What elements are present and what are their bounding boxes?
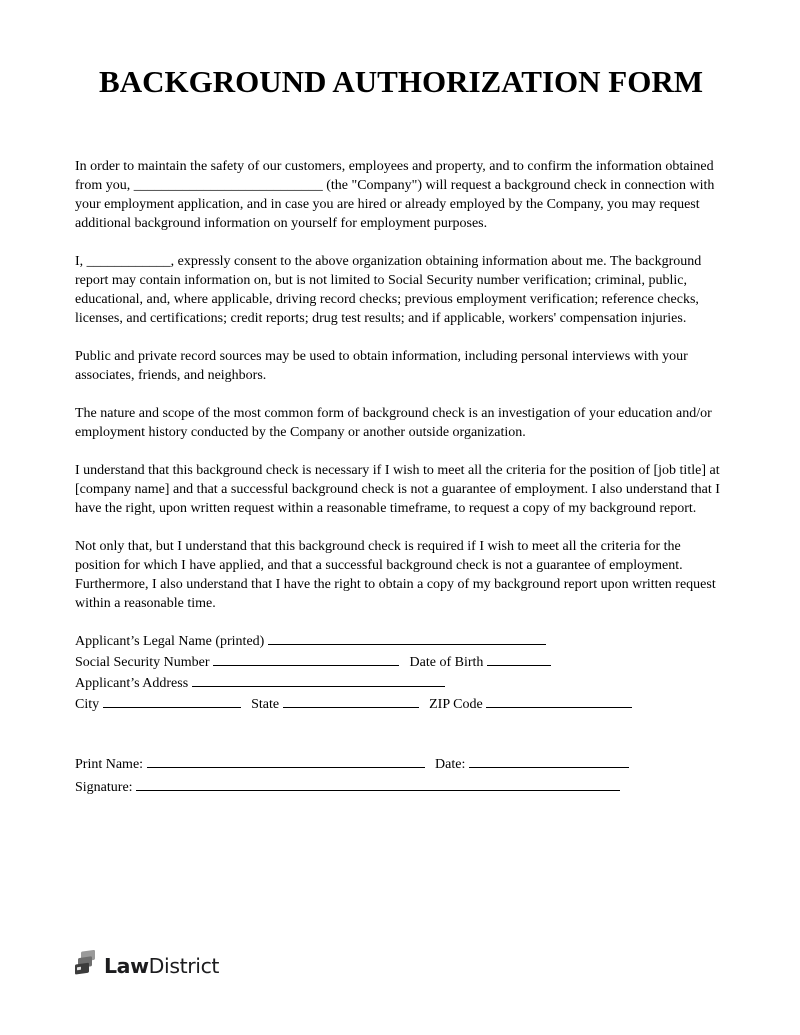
legal-name-row <box>75 631 727 652</box>
paragraph-intro: In order to maintain the safety of our customers, employees and property, and to confirm the information obtained from you, ___________________________ (the "Company") will request a background check in connection with your employment application, and in case you are hired or already employed by the Company, you may request additional background information on yourself for employment purposes. <box>75 159 715 231</box>
dob-blank <box>487 652 551 666</box>
city-label: City <box>75 697 100 712</box>
ssn-blank <box>213 652 399 666</box>
address-label: Applicant’s Address <box>75 676 189 691</box>
zip-blank <box>486 694 632 708</box>
city-blank <box>103 694 241 708</box>
ssn-label: Social Security Number <box>75 655 210 670</box>
paragraph-consent: I, ____________, expressly consent to the above organization obtaining information about me. The background report may contain information on, but is not limited to Social Security number verification; criminal, public, educational, and, where applicable, driving record checks; previous employment verification; reference checks, licenses, and certifications; credit reports; drug test results; and if applicable, workers' compensation injuries. <box>75 254 702 326</box>
print-name-date-row <box>75 753 727 776</box>
city-state-zip-row <box>75 694 727 715</box>
legal-name-blank <box>268 631 546 645</box>
paragraph-record-sources: Public and private record sources may be used to obtain information, including personal interviews with your associates, friends, and neighbors. <box>75 349 688 383</box>
brand-word-law: Law <box>104 953 149 978</box>
form-title: BACKGROUND AUTHORIZATION FORM <box>99 64 703 99</box>
print-name-label: Print Name: <box>75 757 144 772</box>
applicant-fields <box>75 631 727 715</box>
state-blank <box>283 694 419 708</box>
ssn-dob-row <box>75 652 727 673</box>
print-name-blank <box>147 754 425 768</box>
brand-wordmark <box>104 954 219 978</box>
legal-name-label: Applicant’s Legal Name (printed) <box>75 634 265 649</box>
stacked-cards-icon <box>72 950 98 981</box>
signature-label: Signature: <box>75 780 133 795</box>
paragraph-understanding-position: I understand that this background check is necessary if I wish to meet all the criteria for the position of [job title] at [company name] and that a successful background check is not a guarantee of employment. I also understand that I have the right, upon written request within a reasonable timeframe, to request a copy of my background report. <box>75 463 720 516</box>
state-label: State <box>251 697 280 712</box>
signature-row <box>75 776 727 799</box>
date-label: Date: <box>435 757 466 772</box>
dob-label: Date of Birth <box>409 655 484 670</box>
zip-label: ZIP Code <box>429 697 483 712</box>
signature-blank <box>136 777 620 791</box>
paragraph-nature-scope: The nature and scope of the most common form of background check is an investigation of your education and/or employment history conducted by the Company or another outside organization. <box>75 406 712 440</box>
date-blank <box>469 754 629 768</box>
address-blank <box>192 673 445 687</box>
paragraph-understanding-required: Not only that, but I understand that this background check is required if I wish to meet all the criteria for the position for which I have applied, and that a successful background check is not a guarantee of employment. Furthermore, I also understand that I have the right to obtain a copy of my background report upon written request within a reasonable time. <box>75 539 716 611</box>
signature-section <box>75 753 727 799</box>
brand-word-district: District <box>148 953 220 978</box>
footer-brand <box>72 950 219 981</box>
address-row <box>75 673 727 694</box>
